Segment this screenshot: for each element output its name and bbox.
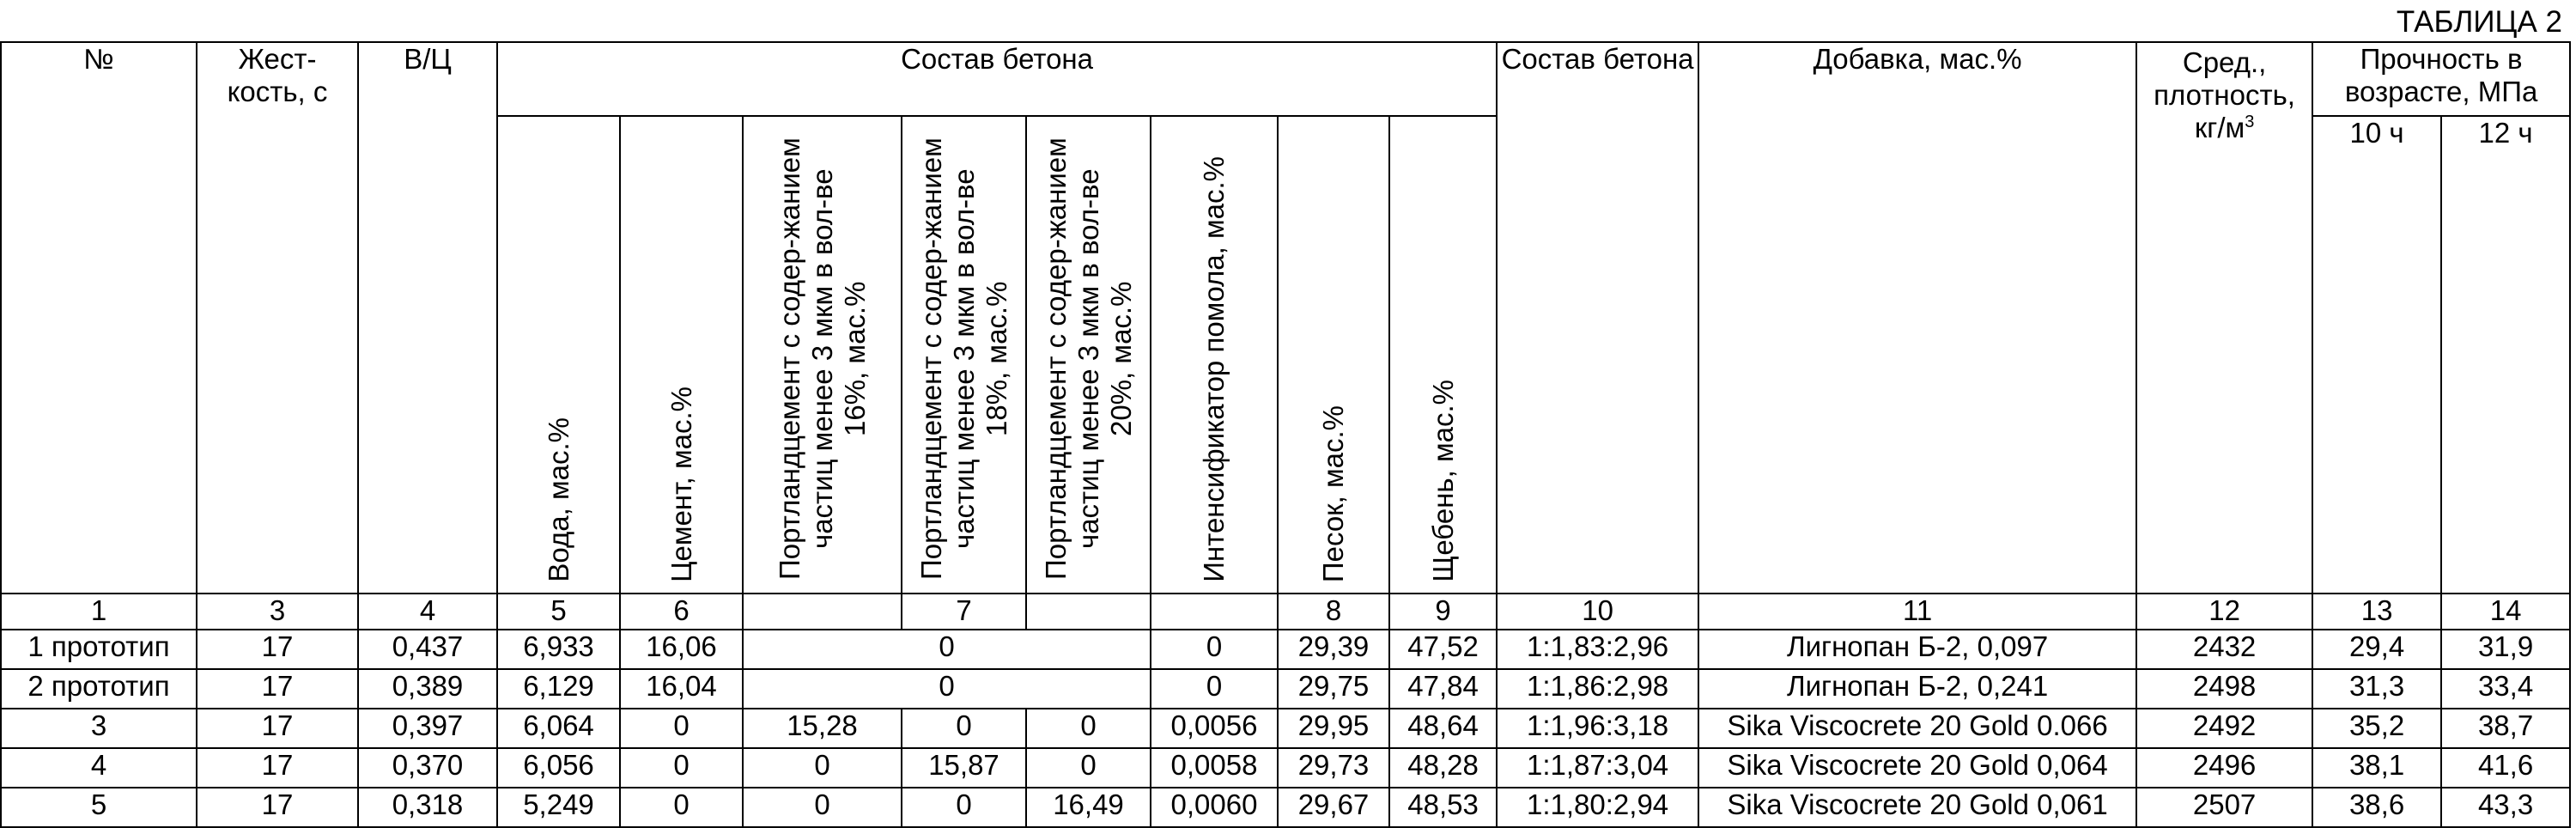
header-gravel-text: Щебень, мас.% — [1426, 380, 1459, 582]
cell-sand: 29,75 — [1278, 669, 1389, 709]
cell-cement: 0 — [620, 709, 743, 748]
cell-intensifier: 0 — [1151, 669, 1278, 709]
cell-ratio: 1:1,86:2,98 — [1497, 669, 1698, 709]
cell-pc18: 0 — [902, 788, 1026, 827]
cell-wc: 0,397 — [358, 709, 497, 748]
colnum-11: 11 — [1698, 594, 2136, 630]
colnum-3: 3 — [197, 594, 358, 630]
cell-additive: Лигнопан Б-2, 0,241 — [1698, 669, 2136, 709]
cell-strength-12: 31,9 — [2441, 630, 2570, 669]
header-intensifier — [1151, 116, 1278, 594]
cell-additive: Sika Viscocrete 20 Gold 0,061 — [1698, 788, 2136, 827]
cell-wc: 0,389 — [358, 669, 497, 709]
header-pc16 — [743, 116, 902, 594]
cell-density: 2432 — [2136, 630, 2312, 669]
cell-gravel: 47,84 — [1389, 669, 1497, 709]
header-stiffness: Жест-кость, с — [197, 42, 358, 594]
header-cement — [620, 116, 743, 594]
cell-pc16: 0 — [743, 788, 902, 827]
cell-intensifier: 0,0056 — [1151, 709, 1278, 748]
cell-cement: 0 — [620, 788, 743, 827]
table-row — [1, 630, 2570, 669]
cell-pc20: 16,49 — [1026, 788, 1151, 827]
header-composition-ratio: Состав бетона — [1497, 42, 1698, 594]
table-row — [1, 669, 2570, 709]
colnum-empty-b — [1026, 594, 1151, 630]
cell-no: 3 — [1, 709, 197, 748]
header-strength-12: 12 ч — [2441, 116, 2570, 594]
cell-ratio: 1:1,83:2,96 — [1497, 630, 1698, 669]
header-pc20 — [1026, 116, 1151, 594]
cell-strength-10: 38,6 — [2312, 788, 2441, 827]
header-pc20-text: Портландцемент с содер-жанием частиц менее 3 мкм в вол-ве 20%, мас.% — [1039, 137, 1137, 581]
header-density — [2136, 42, 2312, 594]
cell-wc: 0,318 — [358, 788, 497, 827]
table-caption: ТАБЛИЦА 2 — [2396, 5, 2562, 39]
header-sand-text: Песок, мас.% — [1317, 405, 1349, 582]
cell-density: 2496 — [2136, 748, 2312, 788]
colnum-9: 9 — [1389, 594, 1497, 630]
cell-no: 5 — [1, 788, 197, 827]
cell-additive: Sika Viscocrete 20 Gold 0,064 — [1698, 748, 2136, 788]
colnum-5: 5 — [497, 594, 620, 630]
cell-water: 6,064 — [497, 709, 620, 748]
cell-pc18: 15,87 — [902, 748, 1026, 788]
table-row — [1, 748, 2570, 788]
cell-water: 6,129 — [497, 669, 620, 709]
cell-water: 5,249 — [497, 788, 620, 827]
header-composition-group: Состав бетона — [497, 42, 1497, 116]
cell-pc20: 0 — [1026, 748, 1151, 788]
cell-strength-12: 41,6 — [2441, 748, 2570, 788]
cell-strength-10: 29,4 — [2312, 630, 2441, 669]
header-density-text: Сред., плотность, кг/м — [2154, 46, 2295, 143]
colnum-1: 1 — [1, 594, 197, 630]
data-table — [0, 41, 2571, 828]
cell-intensifier: 0,0058 — [1151, 748, 1278, 788]
cell-density: 2498 — [2136, 669, 2312, 709]
header-intensifier-text: Интенсификатор помола, мас.% — [1198, 156, 1230, 582]
cell-ratio: 1:1,96:3,18 — [1497, 709, 1698, 748]
cell-water: 6,933 — [497, 630, 620, 669]
cell-sand: 29,73 — [1278, 748, 1389, 788]
header-strength-group: Прочность в возрасте, МПа — [2312, 42, 2570, 116]
cell-strength-12: 33,4 — [2441, 669, 2570, 709]
cell-no: 1 прототип — [1, 630, 197, 669]
cell-additive: Лигнопан Б-2, 0,097 — [1698, 630, 2136, 669]
cell-strength-12: 38,7 — [2441, 709, 2570, 748]
cell-strength-12: 43,3 — [2441, 788, 2570, 827]
cell-sand: 29,39 — [1278, 630, 1389, 669]
cell-gravel: 47,52 — [1389, 630, 1497, 669]
colnum-empty-a — [743, 594, 902, 630]
cell-cement: 16,04 — [620, 669, 743, 709]
cell-strength-10: 38,1 — [2312, 748, 2441, 788]
cell-gravel: 48,53 — [1389, 788, 1497, 827]
cell-cement: 0 — [620, 748, 743, 788]
cell-pc16: 15,28 — [743, 709, 902, 748]
table-row — [1, 788, 2570, 827]
column-number-row — [1, 594, 2570, 630]
cell-no: 2 прототип — [1, 669, 197, 709]
cell-pc16: 0 — [743, 748, 902, 788]
cell-stiffness: 17 — [197, 709, 358, 748]
cell-pc-merged: 0 — [743, 630, 1151, 669]
colnum-12: 12 — [2136, 594, 2312, 630]
cell-no: 4 — [1, 748, 197, 788]
colnum-13: 13 — [2312, 594, 2441, 630]
cell-stiffness: 17 — [197, 630, 358, 669]
cell-density: 2492 — [2136, 709, 2312, 748]
cell-cement: 16,06 — [620, 630, 743, 669]
cell-additive: Sika Viscocrete 20 Gold 0.066 — [1698, 709, 2136, 748]
header-pc18 — [902, 116, 1026, 594]
table-row — [1, 709, 2570, 748]
cell-strength-10: 31,3 — [2312, 669, 2441, 709]
colnum-6: 6 — [620, 594, 743, 630]
cell-sand: 29,95 — [1278, 709, 1389, 748]
colnum-7: 7 — [902, 594, 1026, 630]
header-cement-text: Цемент, мас.% — [665, 387, 697, 582]
cell-stiffness: 17 — [197, 788, 358, 827]
cell-stiffness: 17 — [197, 669, 358, 709]
header-water — [497, 116, 620, 594]
cell-pc18: 0 — [902, 709, 1026, 748]
header-strength-10: 10 ч — [2312, 116, 2441, 594]
colnum-empty-c — [1151, 594, 1278, 630]
cell-wc: 0,370 — [358, 748, 497, 788]
cell-intensifier: 0 — [1151, 630, 1278, 669]
cell-intensifier: 0,0060 — [1151, 788, 1278, 827]
cell-density: 2507 — [2136, 788, 2312, 827]
colnum-4: 4 — [358, 594, 497, 630]
header-density-sup: 3 — [2245, 113, 2255, 131]
cell-ratio: 1:1,87:3,04 — [1497, 748, 1698, 788]
cell-ratio: 1:1,80:2,94 — [1497, 788, 1698, 827]
cell-sand: 29,67 — [1278, 788, 1389, 827]
cell-water: 6,056 — [497, 748, 620, 788]
cell-stiffness: 17 — [197, 748, 358, 788]
cell-strength-10: 35,2 — [2312, 709, 2441, 748]
colnum-10: 10 — [1497, 594, 1698, 630]
header-wc-ratio: В/Ц — [358, 42, 497, 594]
cell-pc-merged: 0 — [743, 669, 1151, 709]
cell-wc: 0,437 — [358, 630, 497, 669]
cell-pc20: 0 — [1026, 709, 1151, 748]
header-water-text: Вода, мас.% — [542, 417, 574, 582]
header-pc18-text: Портландцемент с содер-жанием частиц менее 3 мкм в вол-ве 18%, мас.% — [914, 137, 1012, 581]
header-gravel — [1389, 116, 1497, 594]
header-number: № — [1, 42, 197, 594]
header-sand — [1278, 116, 1389, 594]
header-additive: Добавка, мас.% — [1698, 42, 2136, 594]
cell-gravel: 48,64 — [1389, 709, 1497, 748]
colnum-8: 8 — [1278, 594, 1389, 630]
cell-gravel: 48,28 — [1389, 748, 1497, 788]
header-pc16-text: Портландцемент с содер-жанием частиц менее 3 мкм в вол-ве 16%, мас.% — [773, 137, 871, 581]
colnum-14: 14 — [2441, 594, 2570, 630]
